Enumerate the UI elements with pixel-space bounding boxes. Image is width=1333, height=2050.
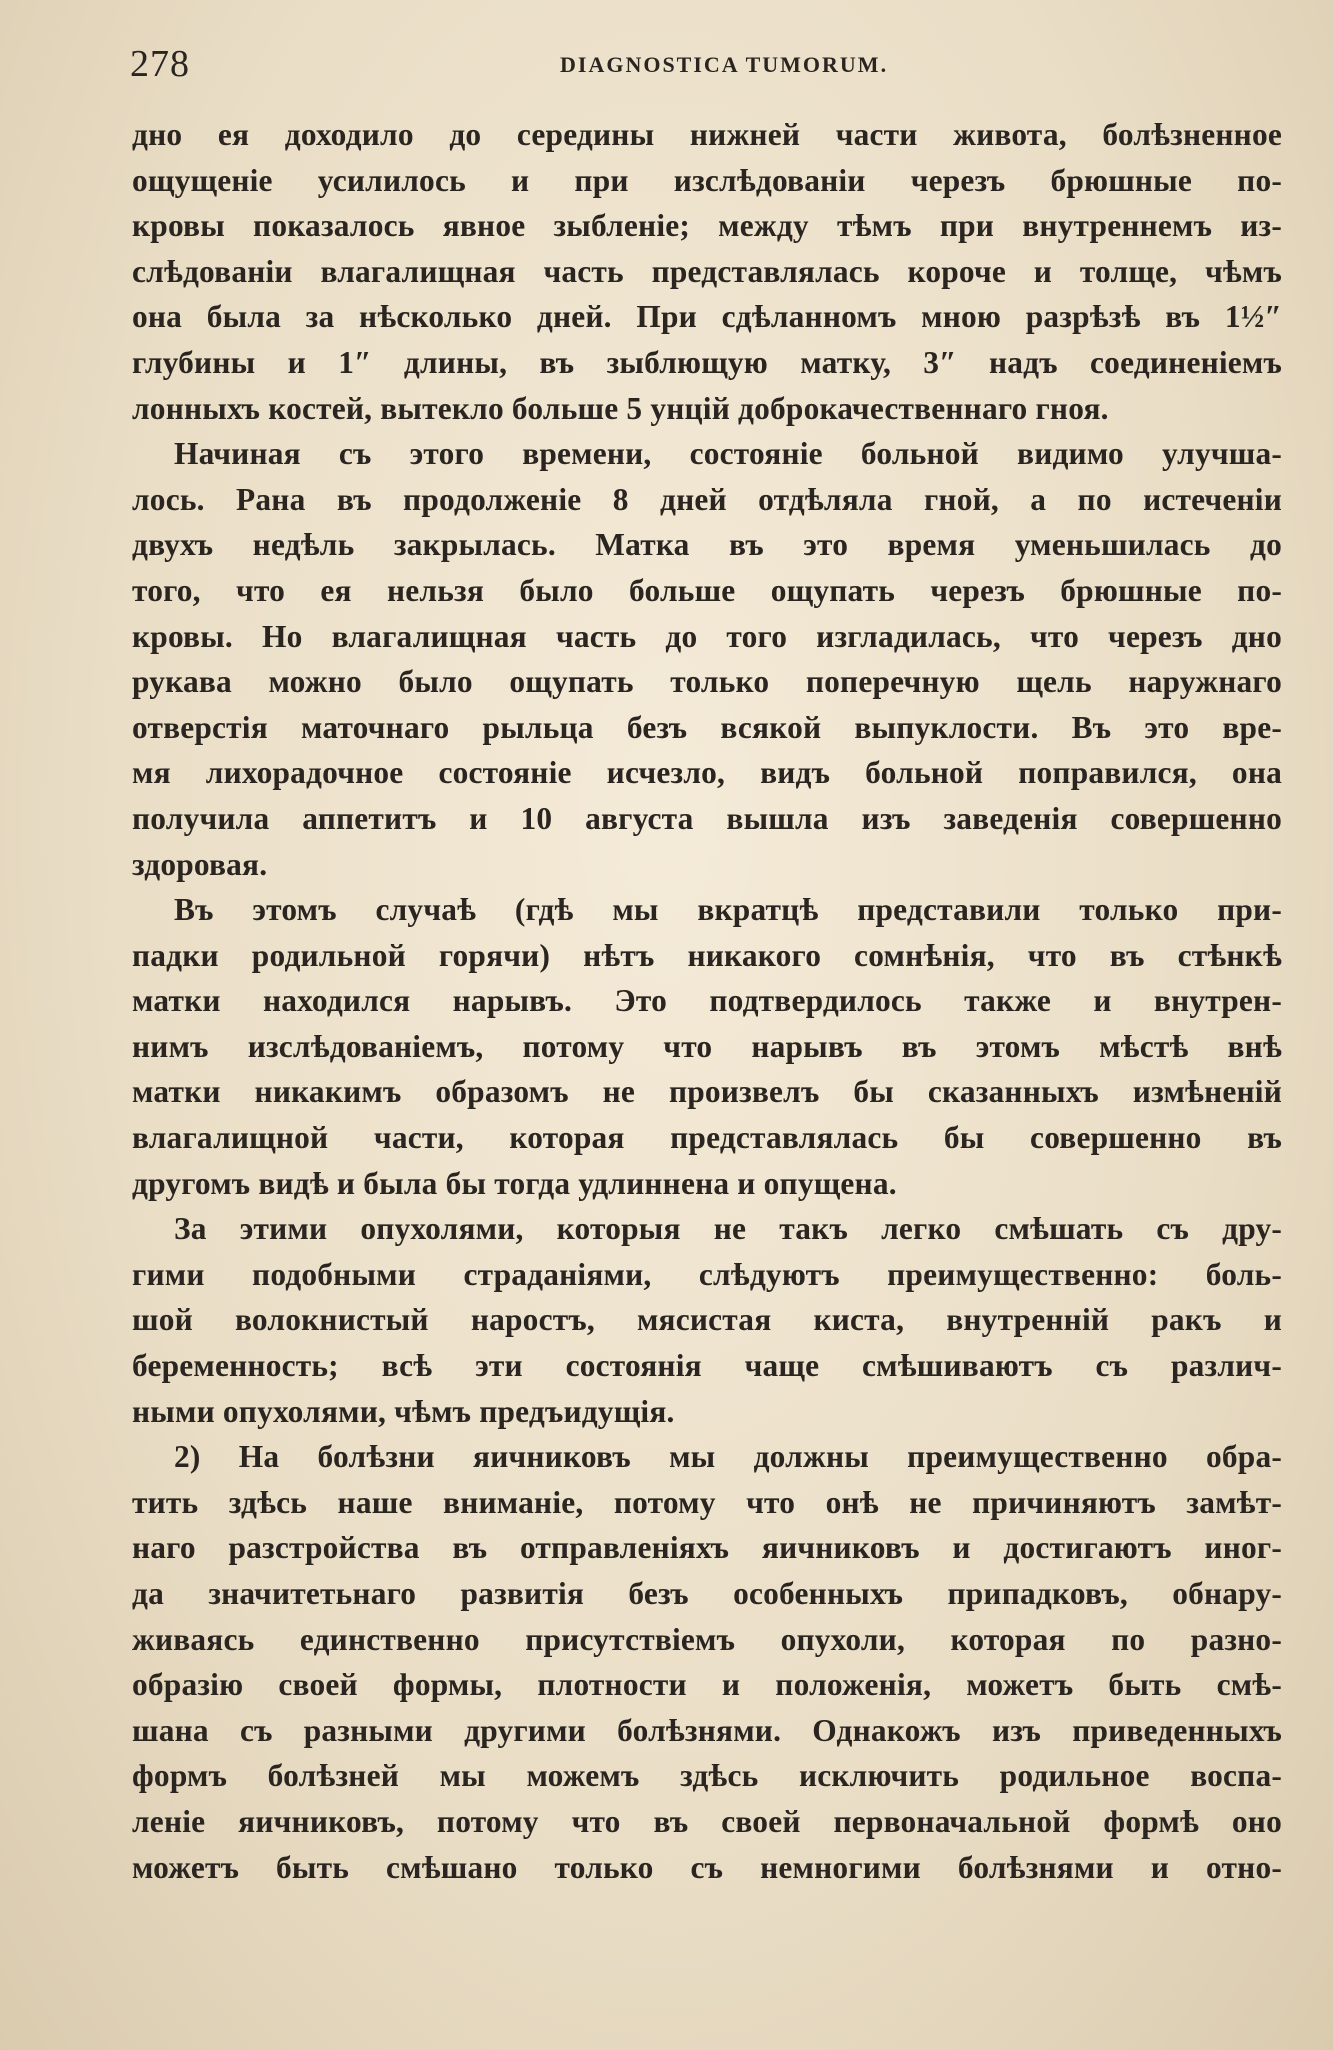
text-line: здоровая.: [132, 846, 268, 882]
running-head: DIAGNOSTICA TUMORUM.: [560, 52, 889, 77]
text-line: кровы показалось явное зыбленіе; между тѣмъ при внутреннемъ из-: [132, 208, 1282, 244]
text-line: наго разстройства въ отправленіяхъ яичниковъ и достигаютъ иног-: [132, 1530, 1282, 1566]
page-number: 278: [130, 43, 190, 85]
text-line: леніе яичниковъ, потому что въ своей первоначальной формѣ оно: [132, 1803, 1282, 1839]
text-line: того, что ея нельзя было больше ощупать черезъ брюшные по-: [132, 572, 1282, 608]
page-header: [130, 42, 1280, 92]
text-line: получила аппетитъ и 10 августа вышла изъ заведенія совершенно: [132, 800, 1282, 836]
text-line: Въ этомъ случаѣ (гдѣ мы вкратцѣ представили только при-: [174, 892, 1282, 928]
text-line: шана съ разными другими болѣзнями. Однакожъ изъ приведенныхъ: [132, 1712, 1282, 1748]
text-line: влагалищной части, которая представлялась бы совершенно въ: [132, 1120, 1282, 1156]
text-line: лось. Рана въ продолженіе 8 дней отдѣляла гной, а по истеченіи: [132, 481, 1282, 517]
text-line: матки никакимъ образомъ не произвелъ бы сказанныхъ измѣненій: [132, 1074, 1282, 1110]
text-line: другомъ видѣ и была бы тогда удлиннена и опущена.: [132, 1165, 897, 1201]
text-line: нимъ изслѣдованіемъ, потому что нарывъ въ этомъ мѣстѣ внѣ: [132, 1028, 1282, 1064]
text-line: ными опухолями, чѣмъ предъидущія.: [132, 1393, 675, 1429]
text-line: слѣдованіи влагалищная часть представлялась короче и толще, чѣмъ: [132, 253, 1282, 289]
text-line: матки находился нарывъ. Это подтвердилось также и внутрен-: [132, 983, 1282, 1019]
text-line: гими подобными страданіями, слѣдуютъ преимущественно: боль-: [132, 1256, 1282, 1292]
text-line: лонныхъ костей, вытекло больше 5 унцій доброкачественнаго гноя.: [132, 390, 1109, 426]
text-line: дно ея доходило до середины нижней части живота, болѣзненное: [132, 117, 1282, 152]
text-line: можетъ быть смѣшано только съ немногими болѣзнями и отно-: [132, 1849, 1282, 1885]
text-line: падки родильной горячи) нѣтъ никакого сомнѣнія, что въ стѣнкѣ: [132, 937, 1282, 973]
text-line: тить здѣсь наше вниманіе, потому что онѣ не причиняютъ замѣт-: [132, 1484, 1282, 1520]
text-line: она была за нѣсколько дней. При сдѣланномъ мною разрѣзѣ въ 1½″: [132, 299, 1282, 335]
text-line: ощущеніе усилилось и при изслѣдованіи черезъ брюшные по-: [132, 162, 1282, 198]
body-text: [132, 112, 1282, 1890]
text-line: кровы. Но влагалищная часть до того изгладилась, что черезъ дно: [132, 618, 1282, 654]
text-line: формъ болѣзней мы можемъ здѣсь исключить родильное воспа-: [132, 1758, 1282, 1794]
text-line: рукава можно было ощупать только поперечную щель наружнаго: [132, 664, 1282, 700]
text-line: Начиная съ этого времени, состояніе больной видимо улучша-: [174, 436, 1282, 472]
text-line: двухъ недѣль закрылась. Матка въ это время уменьшилась до: [132, 527, 1282, 563]
text-line: беременность; всѣ эти состоянія чаще смѣшиваютъ съ различ-: [132, 1348, 1282, 1384]
text-line: да значитетьнаго развитія безъ особенныхъ припадковъ, обнару-: [132, 1576, 1282, 1611]
text-line: За этими опухолями, которыя не такъ легко смѣшать съ дру-: [174, 1211, 1282, 1247]
text-line: шой волокнистый наростъ, мясистая киста, внутренній ракъ и: [132, 1302, 1282, 1338]
text-line: 2) На болѣзни яичниковъ мы должны преимущественно обра-: [174, 1439, 1282, 1475]
text-line: живаясь единственно присутствіемъ опухоли, которая по разно-: [132, 1621, 1282, 1657]
text-line: образію своей формы, плотности и положенія, можетъ быть смѣ-: [132, 1667, 1282, 1703]
text-line: отверстія маточнаго рыльца безъ всякой выпуклости. Въ это вре-: [132, 709, 1282, 745]
text-line: глубины и 1″ длины, въ зыблющую матку, 3″ надъ соединеніемъ: [132, 344, 1282, 380]
text-line: мя лихорадочное состояніе исчезло, видъ больной поправился, она: [132, 755, 1282, 791]
